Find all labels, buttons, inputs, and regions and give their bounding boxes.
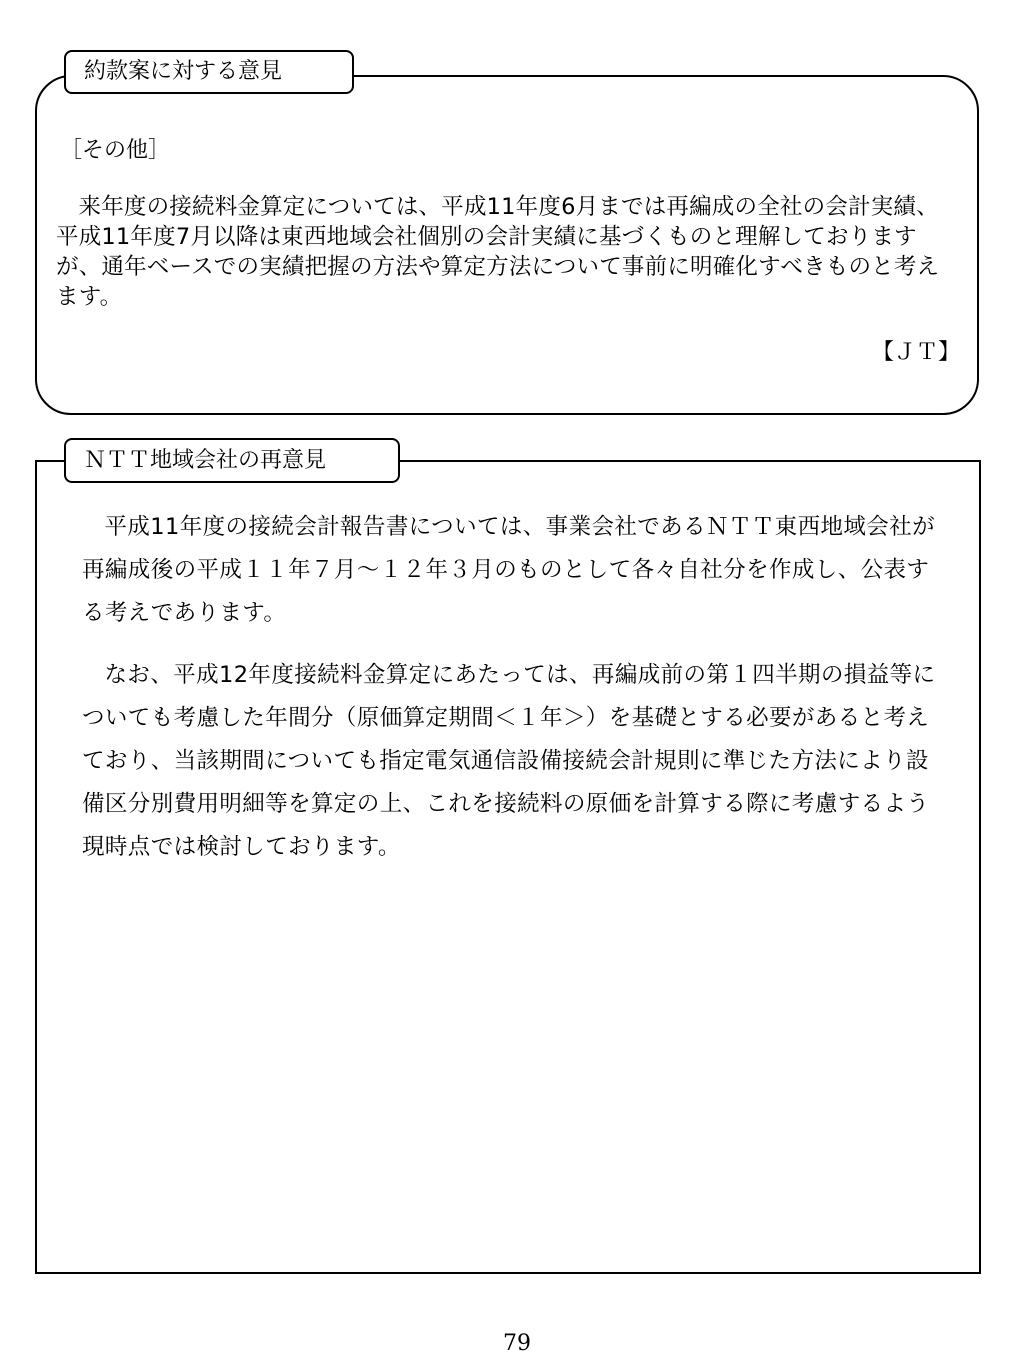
opinion-box-label: 約款案に対する意見 — [64, 50, 354, 94]
page-number: 79 — [503, 1331, 531, 1356]
opinion-paragraph: 来年度の接続料金算定については、平成11年度6月までは再編成の全社の会計実績、平成11年度7月以降は東西地域会社個別の会計実績に基づくものと理解しておりますが、通年ベースでの実績把握の方法や算定方法について事前に明確化すべきものと考えます。 — [56, 194, 940, 310]
opinion-signature: 【ＪＴ】 — [871, 340, 960, 365]
section-heading-other: ［その他］ — [60, 138, 171, 163]
reopinion-paragraph-2: なお、平成12年度接続料金算定にあたっては、再編成前の第１四半期の損益等についても考慮した年間分（原価算定期間＜１年＞）を基礎とする必要があると考えており、当該期間についても指定電気通信設備接続会計規則に準じた方法により設備区分別費用明細等を算定の上、これを接続料の原価を計算する際に考慮するよう現時点では検討しております。 — [82, 662, 936, 860]
reopinion-box-label: ＮＴＴ地域会社の再意見 — [64, 438, 400, 483]
reopinion-paragraph-1: 平成11年度の接続会計報告書については、事業会社であるＮＴＴ東西地域会社が再編成後の平成１１年７月～１２年３月のものとして各々自社分を作成し、公表する考えであります。 — [82, 514, 935, 626]
